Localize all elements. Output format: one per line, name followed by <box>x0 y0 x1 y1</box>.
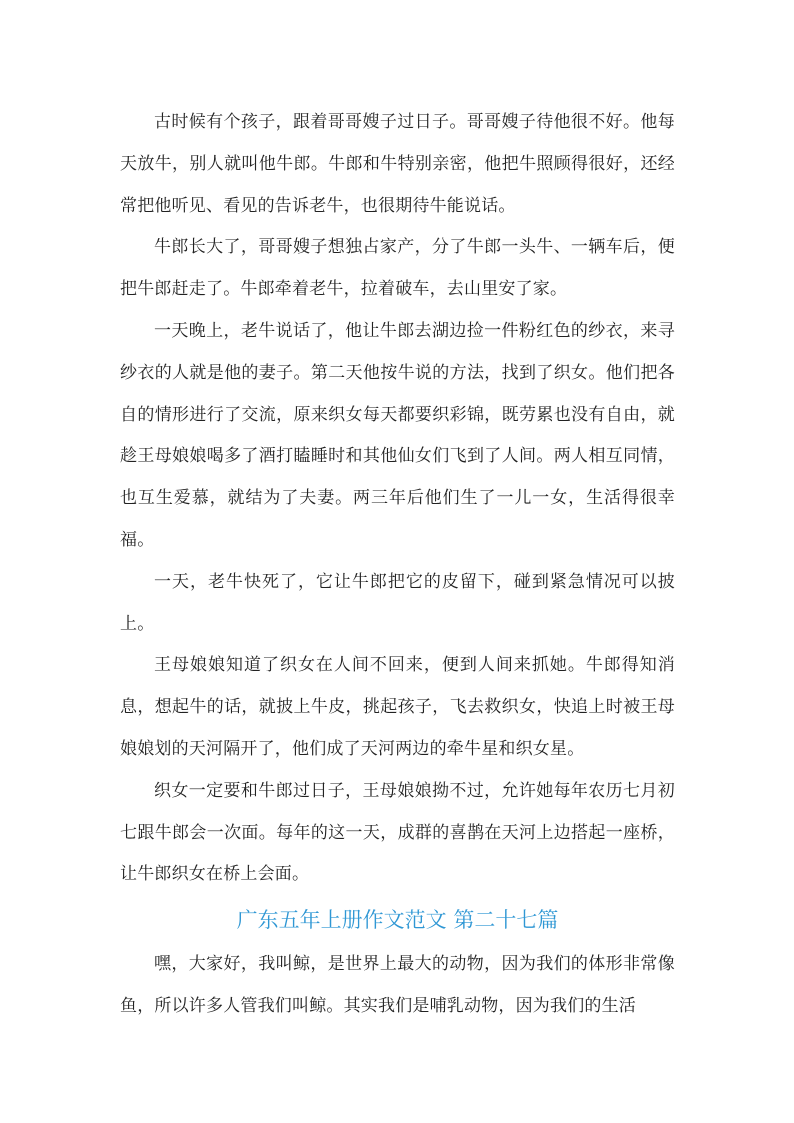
section-title: 广东五年上册作文范文 第二十七篇 <box>236 908 559 933</box>
paragraph: 嘿，大家好，我叫鲸，是世界上最大的动物，因为我们的体形非常像鱼，所以许多人管我们叫鲸。其实我们是哺乳动物，因为我们的生活 <box>120 954 675 1016</box>
paragraph: 古时候有个孩子，跟着哥哥嫂子过日子。哥哥嫂子待他很不好。他每天放牛，别人就叫他牛郎。牛郎和牛特别亲密，他把牛照顾得很好，还经常把他听见、看见的告诉老牛，也很期待牛能说话。 <box>120 112 675 216</box>
paragraph: 王母娘娘知道了织女在人间不回来，便到人间来抓她。牛郎得知消息，想起牛的话，就披上牛皮，挑起孩子，飞去救织女，快追上时被王母娘娘划的天河隔开了，他们成了天河两边的牵牛星和织女星。 <box>120 655 675 759</box>
paragraph: 织女一定要和牛郎过日子，王母娘娘拗不过，允许她每年农历七月初七跟牛郎会一次面。每年的这一天，成群的喜鹊在天河上边搭起一座桥，让牛郎织女在桥上会面。 <box>120 780 675 885</box>
paragraph: 一天，老牛快死了，它让牛郎把它的皮留下，碰到紧急情况可以披上。 <box>120 571 675 634</box>
paragraph: 牛郎长大了，哥哥嫂子想独占家产，分了牛郎一头牛、一辆车后，便把牛郎赶走了。牛郎牵着老牛，拉着破车，去山里安了家。 <box>120 237 675 300</box>
document-body <box>120 102 675 1028</box>
paragraph: 一天晚上，老牛说话了，他让牛郎去湖边捡一件粉红色的纱衣，来寻纱衣的人就是他的妻子。第二天他按牛说的方法，找到了织女。他们把各自的情形进行了交流，原来织女每天都要织彩锦，既劳累也没有自由，就趁王母娘娘喝多了酒打瞌睡时和其他仙女们飞到了人间。两人相互同情，也互生爱慕，就结为了夫妻。两三年后他们生了一儿一女，生活得很幸福。 <box>120 320 675 550</box>
